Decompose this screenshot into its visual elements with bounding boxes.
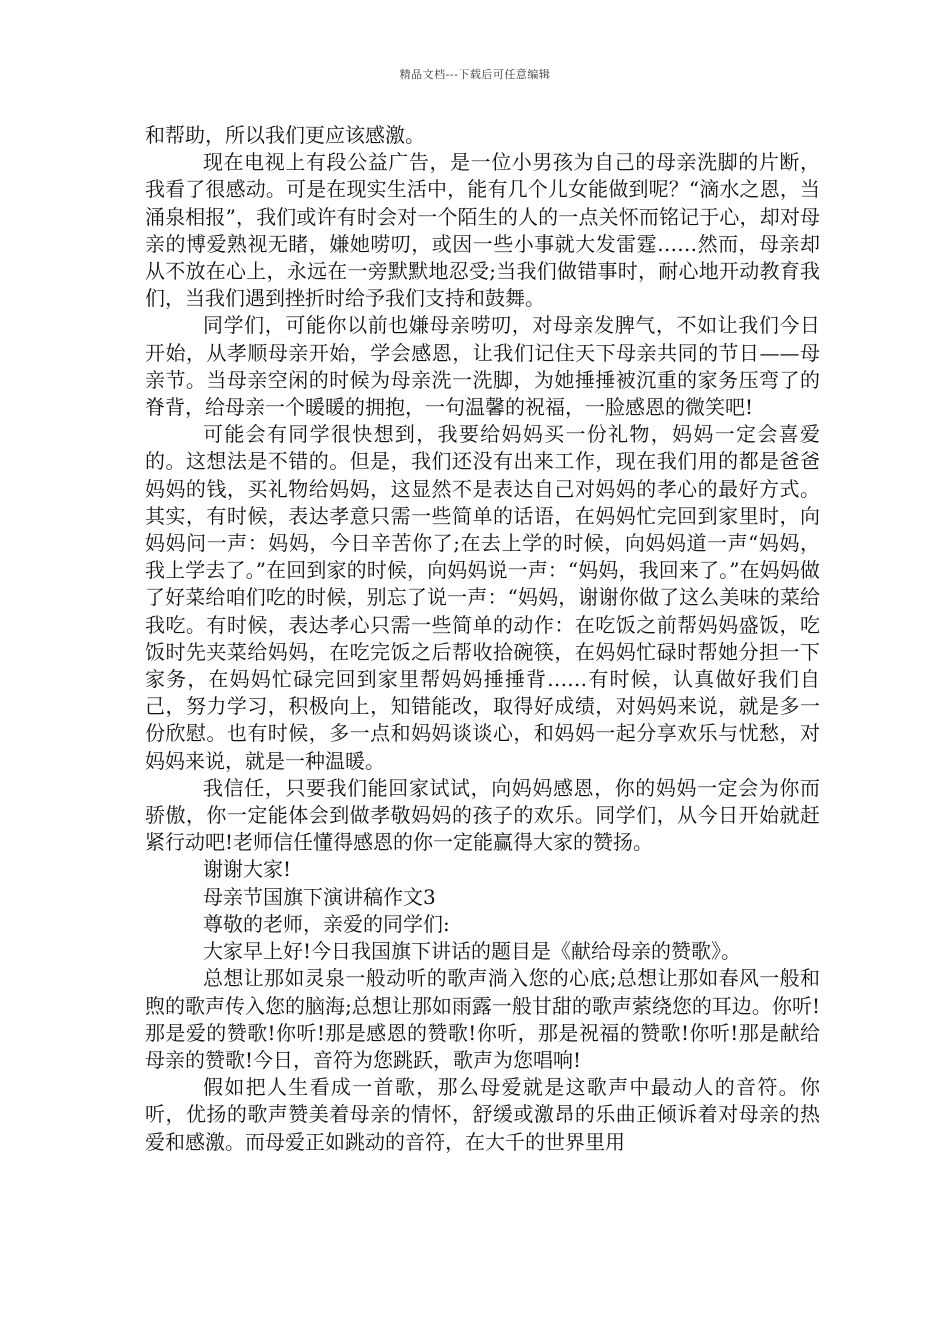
paragraph-classmates: 同学们，可能你以前也嫌母亲唠叨，对母亲发脾气，不如让我们今日开始，从孝顺母亲开始，学会感恩，让我们记住天下母亲共同的节日——母亲节。当母亲空闲的时候为母亲洗一洗脚，为她捶捶被沉重的家务压弯了的脊背，给母亲一个暖暖的拥抱，一句温馨的祝福，一脸感恩的微笑吧! [145,313,820,420]
paragraph-gift: 可能会有同学很快想到，我要给妈妈买一份礼物，妈妈一定会喜爱的。这想法是不错的。但是，我们还没有出来工作，现在我们用的都是爸爸妈妈的钱，买礼物给妈妈，这显然不是表达自己对妈妈的孝心的最好方式。其实，有时候，表达孝意只需一些简单的话语，在妈妈忙完回到家里时，向妈妈问一声：妈妈，今日辛苦你了;在去上学的时候，向妈妈道一声“妈妈，我上学去了。”在回到家的时候，向妈妈说一声：“妈妈，我回来了。”在妈妈做了好菜给咱们吃的时候，别忘了说一声：“妈妈，谢谢你做了这么美味的菜给我吃。有时候，表达孝心只需一些简单的动作：在吃饭之前帮妈妈盛饭，吃饭时先夹菜给妈妈，在吃完饭之后帮收拾碗筷，在妈妈忙碌时帮她分担一下家务，在妈妈忙碌完回到家里帮妈妈捶捶背……有时候，认真做好我们自己，努力学习，积极向上，知错能改，取得好成绩，对妈妈来说，就是多一份欣慰。也有时候，多一点和妈妈谈谈心，和妈妈一起分享欢乐与忧愁，对妈妈来说，就是一种温暖。 [145,422,820,773]
document-body [145,122,820,1156]
paragraph-thanks: 谢谢大家! [203,857,292,882]
page-header: 精品文档---下载后可任意编辑 [399,68,551,81]
section-title: 母亲节国旗下演讲稿作文3 [203,884,436,909]
paragraph-belief: 我信任，只要我们能回家试试，向妈妈感恩，你的妈妈一定会为你而骄傲，你一定能体会到做孝敬妈妈的孩子的欢乐。同学们，从今日开始就赶紧行动吧!老师信任懂得感恩的你一定能赢得大家的赞扬。 [145,775,820,855]
paragraph-tv-ad: 现在电视上有段公益广告，是一位小男孩为自己的母亲洗脚的片断，我看了很感动。可是在现实生活中，能有几个儿女能做到呢？“滴水之恩，当涌泉相报”，我们或许有时会对一个陌生的人的一点关怀而铭记于心，却对母亲的博爱熟视无睹，嫌她唠叨，或因一些小事就大发雷霆……然而，母亲却从不放在心上，永远在一旁默默地忍受;当我们做错事时，耐心地开动教育我们，当我们遇到挫折时给予我们支持和鼓舞。 [145,150,820,311]
greeting: 大家早上好!今日我国旗下讲话的题目是《献给母亲的赞歌》。 [203,939,742,964]
salutation: 尊敬的老师，亲爱的同学们: [203,911,450,936]
paragraph-continuation: 和帮助，所以我们更应该感激。 [145,123,425,147]
paragraph-life-song: 假如把人生看成一首歌，那么母爱就是这歌声中最动人的音符。你听，优扬的歌声赞美着母亲的情怀，舒缓或激昂的乐曲正倾诉着对母亲的热爱和感激。而母爱正如跳动的音符，在大千的世界里用 [145,1075,820,1154]
paragraph-song: 总想让那如灵泉一般动听的歌声淌入您的心底;总想让那如春风一般和煦的歌声传入您的脑海;总想让那如雨露一般甘甜的歌声萦绕您的耳边。你听!那是爱的赞歌!你听!那是感恩的赞歌!你听，那是祝福的赞歌!你听!那是献给母亲的赞歌!今日，音符为您跳跃，歌声为您唱响! [145,966,820,1072]
